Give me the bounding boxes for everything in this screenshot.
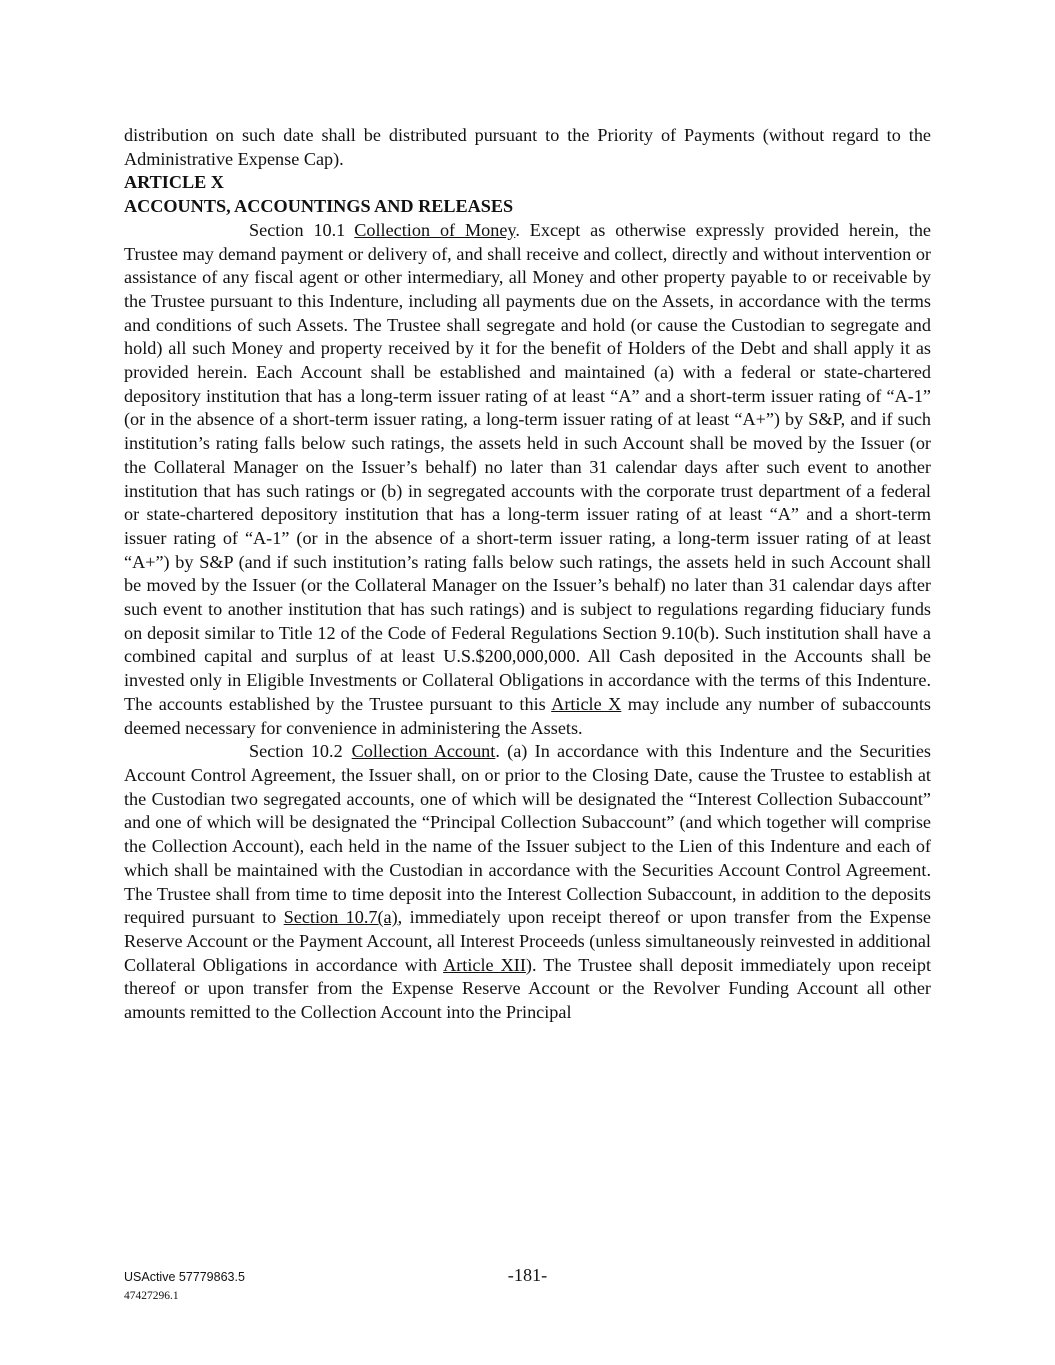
intro-paragraph: distribution on such date shall be distributed pursuant to the Priority of Payments (without regard to the Administrative Expense Cap). — [124, 125, 931, 169]
section-10-7a-link[interactable]: Section 10.7(a) — [283, 907, 398, 928]
section-10-1-paragraph — [124, 219, 931, 740]
article-title: ACCOUNTS, ACCOUNTINGS AND RELEASES — [124, 196, 514, 217]
article-x-link[interactable]: Article X — [551, 693, 622, 714]
footer-doc-id: USActive 57779863.5 — [124, 1270, 245, 1284]
article-number: ARTICLE X — [124, 172, 224, 193]
section-10-1-number: Section 10.1 — [249, 219, 346, 240]
section-10-2-paragraph — [124, 740, 931, 1024]
section-10-2-number: Section 10.2 — [249, 741, 343, 762]
section-10-2-period: . — [495, 741, 500, 762]
footer-sub-id: 47427296.1 — [124, 1290, 179, 1302]
page-number: -181- — [507, 1265, 548, 1285]
section-10-1-body-2: may include any number of subaccounts deemed necessary for convenience in administering the Assets. — [124, 693, 931, 738]
section-10-2-heading: Collection Account — [351, 741, 496, 762]
article-xii-link[interactable]: Article XII — [443, 954, 526, 975]
page-body — [124, 124, 931, 1025]
section-10-1-body-1: Except as otherwise expressly provided herein, the Trustee may demand payment or delivery of, and shall receive and collect, directly and without intervention or assistance of any fiscal agent or other intermediary, all Money and other property payable to or receivable by the Trustee pursuant to this Indenture, including all payments due on the Assets, in accordance with the terms and conditions of such Assets. The Trustee shall segregate and hold (or cause the Custodian to segregate and hold) all such Money and property received by it for the benefit of Holders of the Debt and shall apply it as provided herein. Each Account shall be established and maintained (a) with a federal or state-chartered depository institution that has a long-term issuer rating of at least “A” and a short-term issuer rating of “A-1” (or in the absence of a short-term issuer rating, a long-term issuer rating of at least “A+”) by S&P, and if such institution’s rating falls below such ratings, the assets held in such Account shall be moved by the Issuer (or the Collateral Manager on the Issuer’s behalf) no later than 31 calendar days after such event to another institution that has such ratings or (b) in segregated accounts with the corporate trust department of a federal or state-chartered depository institution that has a long-term issuer rating of at least “A” and a short-term issuer rating of “A-1” (or in the absence of a short-term issuer rating, a long-term issuer rating of at least “A+”) by S&P (and if such institution’s rating falls below such ratings, the assets held in such Account shall be moved by the Issuer (or the Collateral Manager on the Issuer’s behalf) no later than 31 calendar days after such event to another institution that has such ratings) and is subject to regulations regarding fiduciary funds on deposit similar to Title 12 of the Code of Federal Regulations Section 9.10(b). Such institution shall have a combined capital and surplus of at least U.S.$200,000,000. All Cash deposited in the Accounts shall be invested only in Eligible Investments or Collateral Obligations in accordance with the terms of this Indenture. The accounts established by the Trustee pursuant to this — [124, 219, 932, 714]
section-10-1-heading: Collection of Money — [354, 219, 516, 240]
section-10-2-body-3: ). The Trustee shall deposit immediately upon receipt thereof or upon transfer from the Expense Reserve Account or the Revolver Funding Account all other amounts remitted to the Collection Account into the Principal — [124, 954, 932, 1023]
section-10-1-period: . — [515, 219, 520, 240]
section-10-2-body-2: , immediately upon receipt thereof or upon transfer from the Expense Reserve Account or the Payment Account, all Interest Proceeds (unless simultaneously reinvested in additional Collateral Obligations in accordance with — [124, 907, 932, 975]
section-10-2-body-1: (a) In accordance with this Indenture and the Securities Account Control Agreement, the Issuer shall, on or prior to the Closing Date, cause the Trustee to establish at the Custodian two segregated accounts, one of which will be designated the “Interest Collection Subaccount” and one of which will be designated the “Principal Collection Subaccount” (and which together will comprise the Collection Account), each held in the name of the Issuer subject to the Lien of this Indenture and each of which shall be maintained with the Custodian in accordance with the Securities Account Control Agreement. The Trustee shall from time to time deposit into the Interest Collection Subaccount, in addition to the deposits required pursuant to — [124, 741, 932, 928]
